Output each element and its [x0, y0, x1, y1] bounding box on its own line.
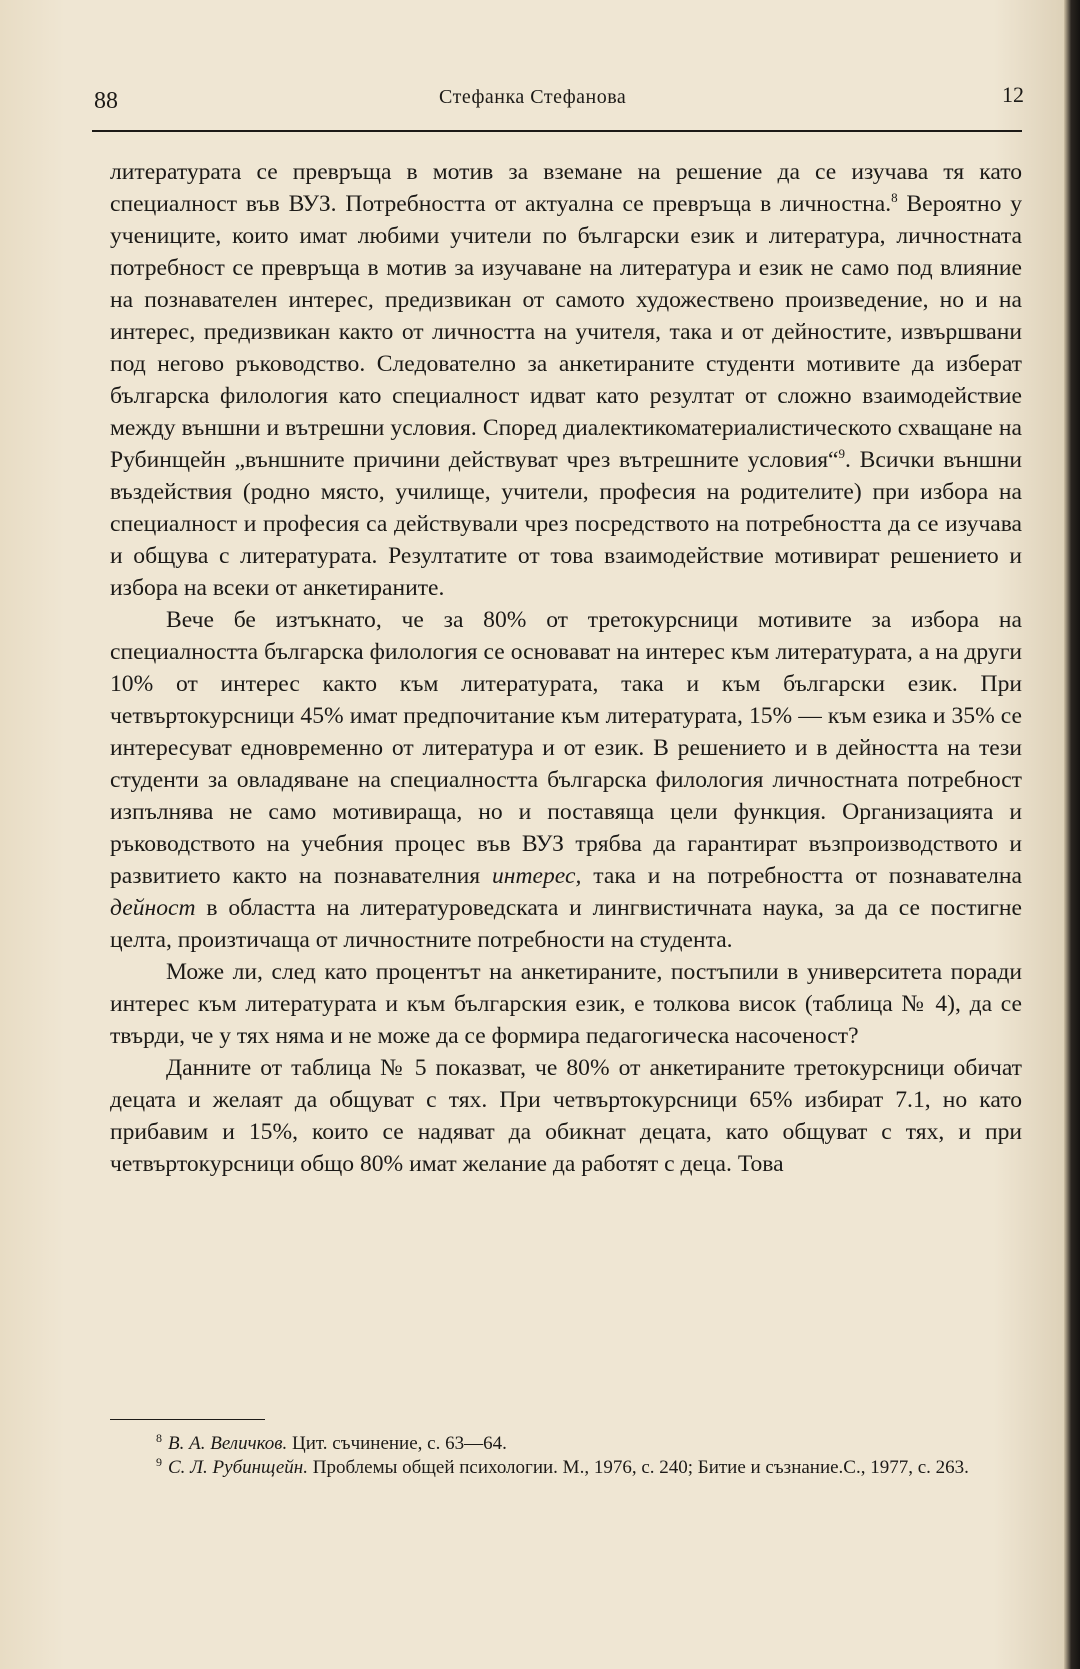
- header-rule: [92, 130, 1022, 132]
- running-header-author: Стефанка Стефанова: [439, 86, 627, 108]
- emphasis-activity: дейност: [110, 895, 196, 921]
- header-right-mark: 12: [1002, 82, 1024, 107]
- paragraph-1: литературата се превръща в мотив за вземане на решение да се изучава тя като специалност във ВУЗ. Потребността от актуална се превръща в личностна.$^8$ Вероятно у учениците, които имат любими учители по български език и литература, личностната потребност се превръща в мотив за изучаване на литература и език не само под влияние на познавателен интерес, предизвикан от самото художествено произведение, но и на интерес, предизвикан както от личността на учителя, така и от дейностите, извършвани под негово ръководство. Следователно за анкетираните студенти мотивите да изберат българска филология като специалност идват като резултат от сложно взаимодействие между външни и вътрешни условия. Според диалектикоматериалистическото схващане на Рубинщейн „външните причини действуват чрез вътрешните условия“$^9$. Всички външни въздействия (родно място, училище, учители, професия на родителите) при избора на специалност и професия са действували чрез посредството на потребността да се изучава и общува с литературата. Резултатите от това взаимодействие мотивират решението и избора на всеки от анкетираните.: [110, 159, 1022, 601]
- running-header: [94, 80, 1024, 120]
- footnote-text: Проблемы общей психологии. М., 1976, с. 240; Битие и съзнание.С., 1977, с. 263.: [308, 1457, 969, 1478]
- emphasis-interest: интерес,: [492, 863, 582, 889]
- footnote-rule: [110, 1419, 265, 1420]
- footnote-ref-8[interactable]: 8: [891, 190, 898, 206]
- footnote-number: 8: [156, 1430, 162, 1445]
- page-number: 88: [94, 88, 118, 114]
- page-binding-edge: [1064, 0, 1080, 1669]
- footnote-text: Цит. съчинение, с. 63—64.: [287, 1433, 507, 1454]
- footnote-ref-9[interactable]: 9: [838, 446, 846, 462]
- footnote-number: 9: [156, 1454, 162, 1469]
- footnotes: [110, 1432, 1022, 1480]
- footnote-8: [110, 1432, 1022, 1456]
- footnote-9: [110, 1456, 1022, 1480]
- paragraph-4: Данните от таблица № 5 показват, че 80% от анкетираните третокурсници обичат децата и желаят да общуват с тях. При четвъртокурсници 65% избират 7.1, но като прибавим и 15%, които се надяват да обикнат децата, като общуват с тях, и при четвъртокурсници общо 80% имат желание да работят с деца. Това: [110, 1055, 1022, 1177]
- footnote-author: С. Л. Рубинщейн.: [168, 1457, 308, 1478]
- body-text: [110, 156, 1022, 1180]
- paragraph-2: Вече бе изтъкнато, че за 80% от третокурсници мотивите за избора на специалността българска филология се основават на интерес към литературата, а на други 10% от интерес както към литературата, така и към български език. При четвъртокурсници 45% имат предпочитание към литературата, 15% — към езика и 35% се интересуват едновременно от литература и от език. В решението и в дейността на тези студенти за овладяване на специалността българска филология личностната потребност изпълнява не само мотивираща, но и поставяща цели функция. Организацията и ръководството на учебния процес във ВУЗ трябва да гарантират възпроизводството и развитието както на познавателния интерес, така и на потребността от познавателна дейност в областта на литературоведската и лингвистичната наука, за да се постигне целта, произтичаща от личностните потребности на студента.: [110, 607, 1022, 953]
- footnote-author: В. А. Величков.: [168, 1433, 288, 1454]
- paragraph-3: Може ли, след като процентът на анкетираните, постъпили в университета поради интерес към литературата и към българския език, е толкова висок (таблица № 4), да се твърди, че у тях няма и не може да се формира педагогическа насоченост?: [110, 959, 1022, 1049]
